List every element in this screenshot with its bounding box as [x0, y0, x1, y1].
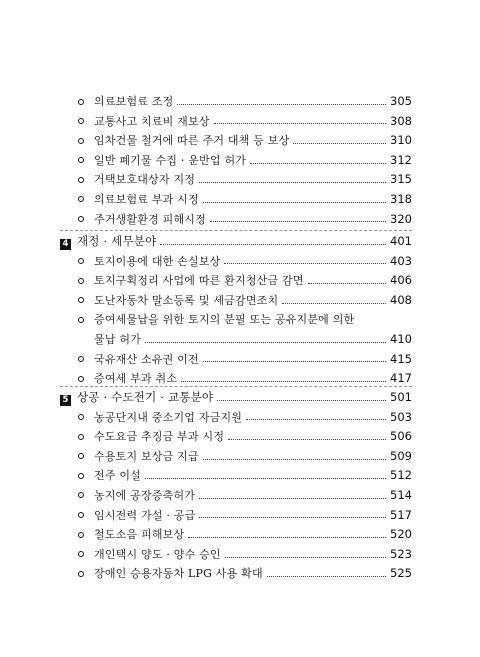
section-number-badge: 4 — [60, 239, 71, 250]
toc-entry — [60, 271, 412, 291]
toc-entry-page: 517 — [390, 507, 412, 522]
leader-dots — [203, 360, 386, 362]
leader-dots — [203, 201, 386, 203]
toc-entry — [60, 466, 412, 486]
toc-entry-page: 403 — [390, 253, 412, 268]
toc-entry-page: 310 — [390, 133, 412, 148]
toc-entry-title: 의료보험료 부과 시정 — [94, 192, 199, 206]
toc-entry-title: 증여세물납을 위한 토지의 분필 또는 공유지분에 의한 — [94, 313, 355, 327]
circle-bullet-icon — [78, 317, 84, 323]
toc-entry-title: 장애인 승용자동차 LPG 사용 확대 — [94, 567, 263, 581]
toc-entry-page: 318 — [390, 191, 412, 206]
toc-entry-page: 512 — [390, 468, 412, 483]
toc-entry-title: 국유재산 소유권 이전 — [94, 352, 199, 366]
toc-entry — [60, 486, 412, 506]
circle-bullet-icon — [78, 473, 84, 479]
toc-entry-title: 임차건물 철거에 따른 주거 대책 등 보상 — [94, 134, 290, 148]
toc-entry-page: 320 — [390, 211, 412, 226]
toc-entry-page: 315 — [390, 172, 412, 187]
toc-entry — [60, 427, 412, 447]
leader-dots — [177, 103, 386, 105]
toc-entry — [60, 131, 412, 151]
toc-entry — [60, 112, 412, 132]
section-page: 401 — [390, 234, 412, 248]
toc-entry — [60, 408, 412, 428]
toc-entry-title: 농지에 공장증축허가 — [94, 488, 196, 502]
toc-entry — [60, 447, 412, 467]
toc-entry-page: 308 — [390, 113, 412, 128]
leader-dots — [181, 380, 386, 382]
circle-bullet-icon — [78, 532, 84, 538]
toc-entry-page: 305 — [390, 94, 412, 108]
toc-entry — [60, 545, 412, 565]
toc-entry-page: 503 — [390, 409, 412, 424]
circle-bullet-icon — [78, 99, 84, 105]
leader-dots — [145, 477, 386, 479]
toc-entry-page: 523 — [390, 546, 412, 561]
toc-entry-title: 일반 폐기물 수집 · 운반업 허가 — [94, 153, 247, 167]
section-divider — [60, 386, 412, 387]
leader-dots — [224, 262, 386, 264]
toc-group-a — [60, 92, 412, 229]
toc-entry — [60, 564, 412, 584]
circle-bullet-icon — [78, 434, 84, 440]
toc-entry-title: 의료보험료 조정 — [94, 95, 174, 108]
toc-entry-title: 교통사고 치료비 재보상 — [94, 114, 210, 128]
leader-dots — [210, 220, 386, 222]
toc-entry — [60, 170, 412, 190]
circle-bullet-icon — [78, 278, 84, 284]
leader-dots — [282, 302, 386, 304]
leader-dots — [214, 122, 386, 124]
toc-entry — [60, 252, 412, 272]
toc-entry-page: 417 — [390, 371, 412, 386]
toc-entry-page: 506 — [390, 429, 412, 444]
toc-entry — [60, 350, 412, 370]
toc-entry-title: 토지이용에 대한 손실보상 — [94, 254, 221, 268]
section-heading — [60, 232, 412, 252]
leader-dots — [228, 438, 386, 440]
leader-dots — [308, 282, 386, 284]
toc-entry-title: 개인택시 양도 · 양수 승인 — [94, 547, 221, 561]
toc-entry-page: 509 — [390, 448, 412, 463]
leader-dots — [160, 243, 386, 245]
toc-entry-page: 415 — [390, 351, 412, 366]
section-title: 상공 · 수도전기 · 교통분야 — [77, 390, 214, 404]
section-page: 501 — [390, 390, 412, 404]
leader-dots — [203, 458, 386, 460]
toc-entry-title: 도난자동차 말소등록 및 세금감면조치 — [94, 293, 279, 307]
leader-dots — [188, 536, 386, 538]
leader-dots — [199, 181, 386, 183]
section-title: 재정 · 세무분야 — [77, 234, 157, 248]
toc-entry-title: 증여세 부과 취소 — [94, 372, 178, 386]
leader-dots — [267, 575, 386, 577]
toc-entry-page: 525 — [390, 566, 412, 581]
leader-dots — [145, 341, 386, 343]
toc-entry — [60, 190, 412, 210]
toc-entry-title: 토지구획정리 사업에 따른 환지청산금 감면 — [94, 274, 304, 288]
circle-bullet-icon — [78, 376, 84, 382]
section-divider — [60, 230, 412, 231]
leader-dots — [217, 399, 386, 401]
leader-dots — [199, 516, 386, 518]
toc-entry — [60, 506, 412, 526]
toc-entry-title: 수용토지 보상금 지급 — [94, 449, 199, 463]
toc-entry-title: 농공단지내 중소기업 자금지원 — [94, 410, 243, 424]
toc-entry — [60, 92, 412, 112]
toc-section-5 — [60, 388, 412, 584]
toc-entry-title: 철도소음 피해보상 — [94, 528, 185, 542]
toc-entry-title: 임시전력 가설 · 공급 — [94, 508, 196, 522]
toc-entry-title: 주거생활환경 피해시정 — [94, 212, 206, 226]
leader-dots — [199, 497, 386, 499]
toc-entry-title: 수도요금 추징금 부과 시정 — [94, 430, 225, 444]
toc-entry — [60, 525, 412, 545]
leader-dots — [293, 142, 386, 144]
leader-dots — [246, 418, 386, 420]
toc-entry-page: 410 — [390, 331, 412, 346]
circle-bullet-icon — [78, 177, 84, 183]
toc-entry-continuation — [60, 330, 412, 350]
toc-entry-page: 514 — [390, 487, 412, 502]
section-number-badge: 5 — [60, 395, 71, 406]
toc-entry — [60, 291, 412, 311]
circle-bullet-icon — [78, 138, 84, 144]
leader-dots — [225, 556, 386, 558]
circle-bullet-icon — [78, 571, 84, 577]
section-heading — [60, 388, 412, 408]
toc-section-4 — [60, 232, 412, 389]
toc-entry-page: 312 — [390, 152, 412, 167]
toc-entry-title: 전주 이설 — [94, 469, 142, 483]
toc-entry — [60, 210, 412, 230]
toc-entry-title: 물납 허가 — [94, 332, 142, 346]
toc-entry-page: 406 — [390, 273, 412, 288]
toc-entry-title: 거택보호대상자 지정 — [94, 173, 196, 187]
toc-entry — [60, 151, 412, 171]
toc-entry-page: 520 — [390, 527, 412, 542]
leader-dots — [250, 162, 386, 164]
toc-entry — [60, 310, 412, 330]
toc-entry-page: 408 — [390, 292, 412, 307]
